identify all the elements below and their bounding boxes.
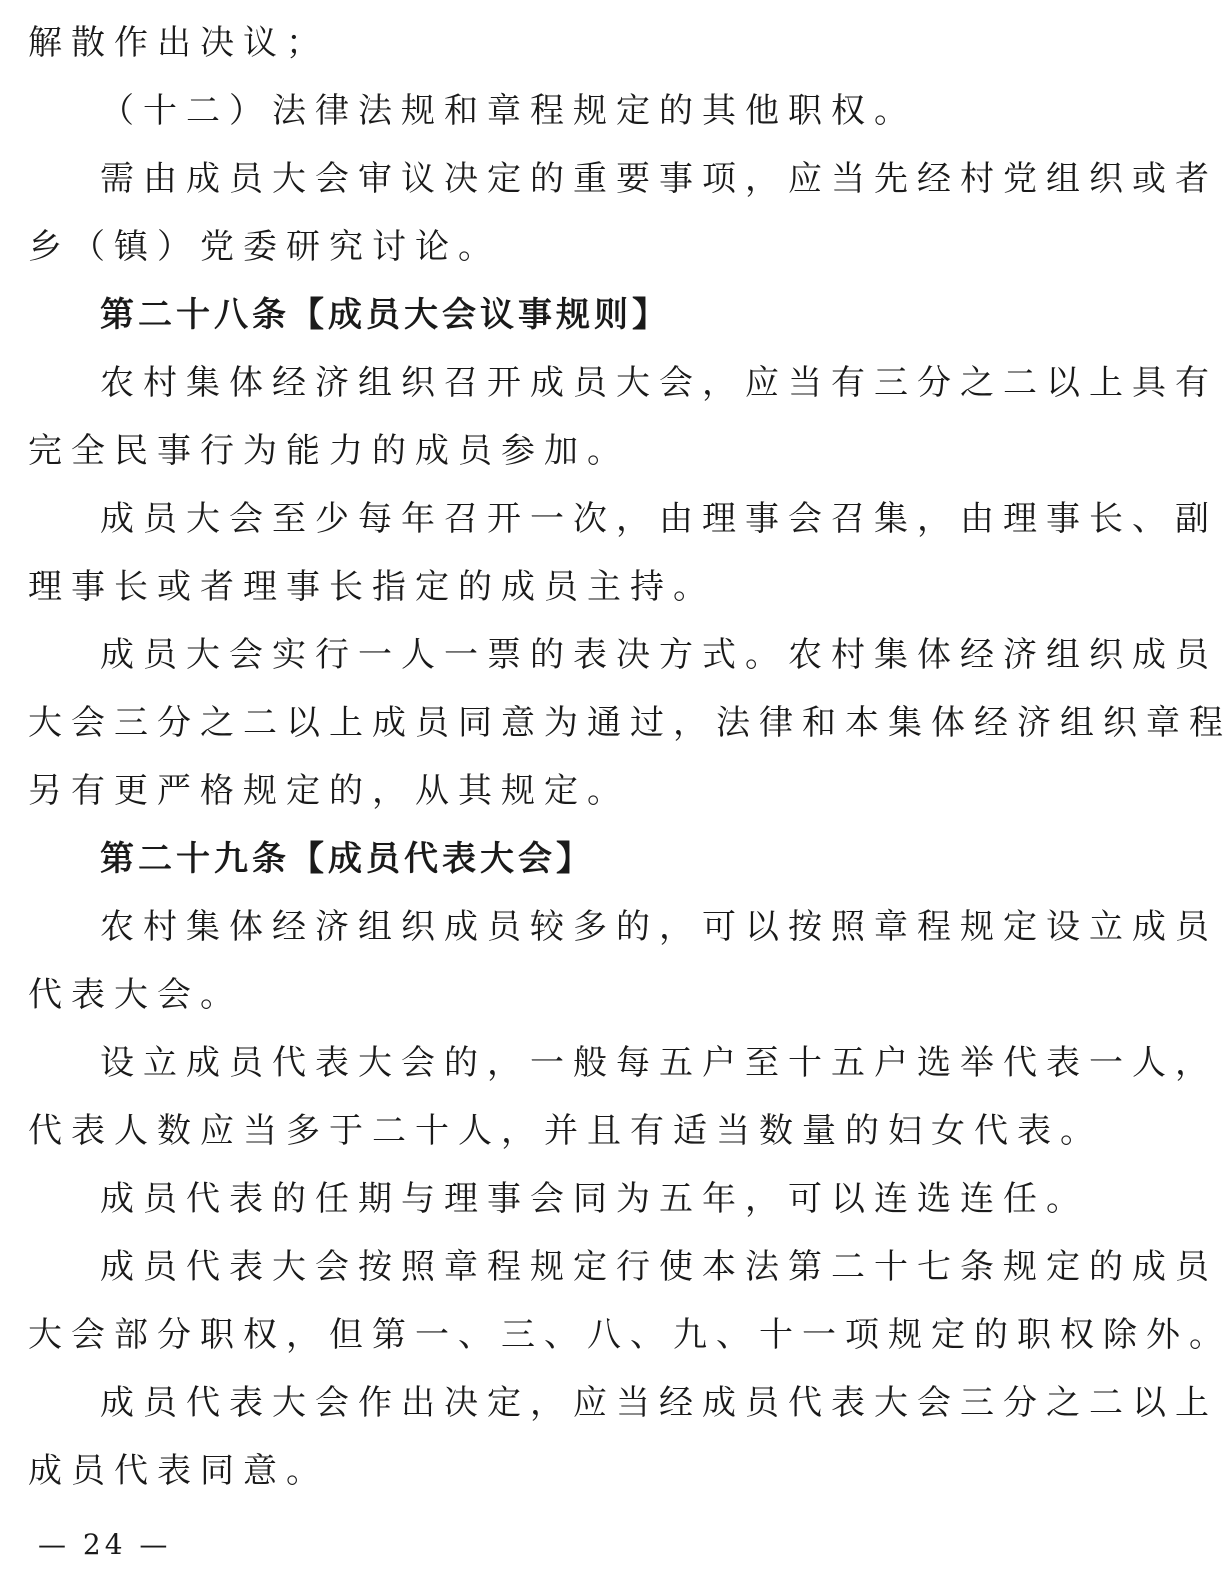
text-line: 解散作出决议； <box>28 23 329 63</box>
page-number: — 24 — <box>38 1528 172 1561</box>
text-line: （十二）法律法规和章程规定的其他职权。 <box>100 91 917 131</box>
text-line: 需由成员大会审议决定的重要事项，应当先经村党组织或者 <box>100 159 1218 199</box>
text-line: 大会三分之二以上成员同意为通过，法律和本集体经济组织章程 <box>28 703 1232 743</box>
text-line: 成员大会实行一人一票的表决方式。农村集体经济组织成员 <box>100 635 1218 675</box>
text-line: 成员代表同意。 <box>28 1451 329 1491</box>
text-line: 成员代表大会按照章程规定行使本法第二十七条规定的成员 <box>100 1247 1218 1287</box>
text-line: 农村集体经济组织召开成员大会，应当有三分之二以上具有 <box>100 363 1218 403</box>
text-line: 乡（镇）党委研究讨论。 <box>28 227 501 267</box>
text-line: 代表大会。 <box>28 975 243 1015</box>
text-line: 成员代表的任期与理事会同为五年，可以连选连任。 <box>100 1179 1089 1219</box>
text-line: 成员代表大会作出决定，应当经成员代表大会三分之二以上 <box>100 1383 1218 1423</box>
article-heading: 第二十九条【成员代表大会】 <box>100 839 594 879</box>
text-line: 完全民事行为能力的成员参加。 <box>28 431 630 471</box>
text-line: 理事长或者理事长指定的成员主持。 <box>28 567 716 607</box>
text-line: 设立成员代表大会的，一般每五户至十五户选举代表一人， <box>100 1043 1218 1083</box>
document-body <box>28 9 1232 1505</box>
text-line: 成员大会至少每年召开一次，由理事会召集，由理事长、副 <box>100 499 1218 539</box>
text-line: 大会部分职权，但第一、三、八、九、十一项规定的职权除外。 <box>28 1315 1232 1355</box>
text-line: 农村集体经济组织成员较多的，可以按照章程规定设立成员 <box>100 907 1218 947</box>
text-line: 代表人数应当多于二十人，并且有适当数量的妇女代表。 <box>28 1111 1103 1151</box>
text-line: 另有更严格规定的，从其规定。 <box>28 771 630 811</box>
article-heading: 第二十八条【成员大会议事规则】 <box>100 295 670 335</box>
